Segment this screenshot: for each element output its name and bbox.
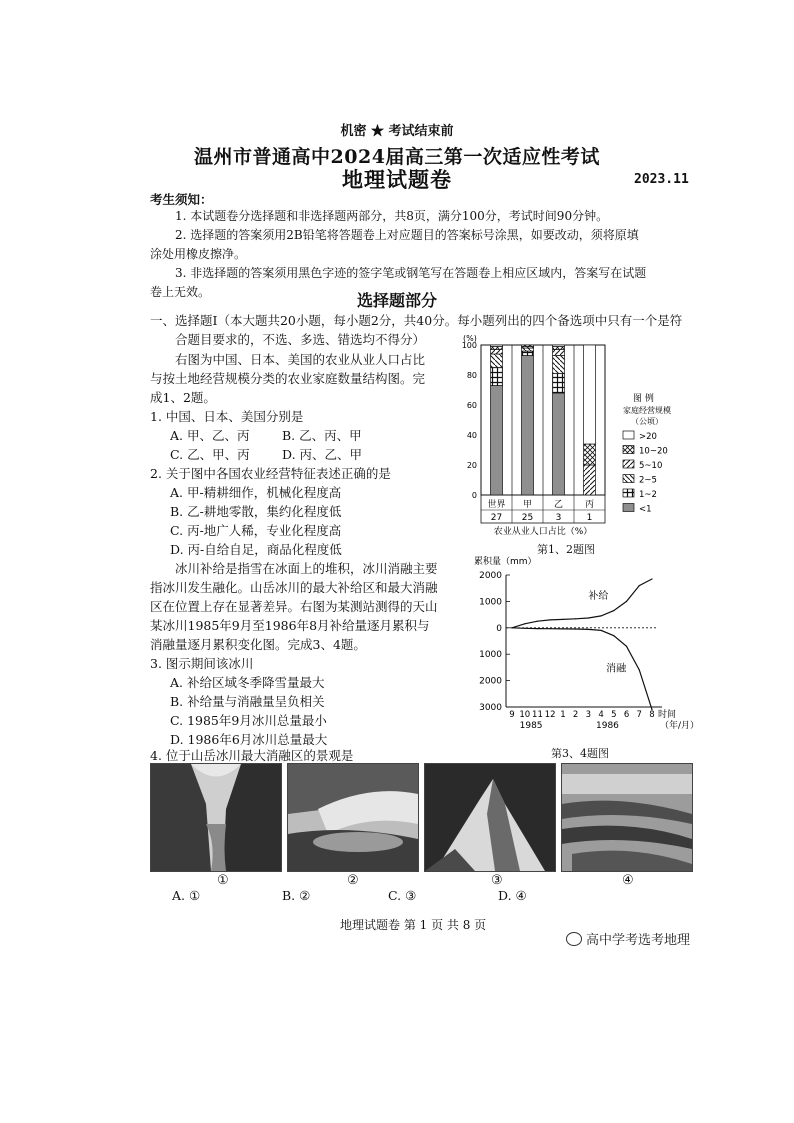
notice-line-2b: 涂处用橡皮擦净。 (150, 247, 247, 261)
watermark (566, 929, 690, 948)
line-y-tick-5: 3000 (479, 703, 502, 713)
line-year-2: 1986 (596, 721, 619, 731)
bar-category-0: 世界 (487, 500, 506, 510)
q1-option-d: D. 丙、乙、甲 (282, 447, 363, 462)
photo-2-glacier-lake (287, 763, 419, 872)
bar-3-seg-5 (584, 345, 596, 444)
line-x-label: 时间 (658, 710, 677, 720)
section-intro-line-2: 合题目要求的，不选、多选、错选均不得分） (175, 332, 426, 347)
q2-option-a: A. 甲-精耕细作，机械化程度高 (170, 485, 342, 500)
line-x-tick-7: 4 (598, 710, 604, 720)
line-series-0-point-11 (651, 578, 652, 579)
passage2-line-1: 冰川补给是指雪在冰面上的堆积，冰川消融主要 (175, 561, 438, 576)
bar-category-2: 乙 (553, 500, 564, 510)
bar-y-tick-2: 40 (466, 431, 477, 440)
q2-option-b: B. 乙-耕地零散，集约化程度低 (170, 504, 342, 519)
exam-date: 2023.11 (634, 172, 689, 187)
line-x-tick-11: 8 (649, 710, 655, 720)
line-y-tick-4: 2000 (479, 676, 502, 687)
q1-option-b: B. 乙、丙、甲 (282, 428, 362, 443)
photo-label-3: ③ (491, 873, 503, 888)
line-series-0-point-10 (639, 585, 640, 586)
bar-y-unit: (%) (463, 334, 477, 343)
confidential-mark: 机密 ★ 考试结束前 (340, 124, 454, 139)
line-series-0-point-7 (600, 615, 601, 616)
notice-heading: 考生须知： (150, 192, 213, 207)
legend-label-4: 1~2 (639, 490, 657, 500)
line-y-tick-0: 2000 (479, 571, 502, 581)
legend-swatch-2 (623, 460, 634, 468)
legend-label-2: 5~10 (639, 461, 663, 471)
q3-option-a: A. 补给区域冬季降雪量最大 (170, 675, 325, 690)
bar-0-seg-0 (491, 386, 503, 496)
line-series-1-point-10 (639, 669, 640, 670)
bar-y-tick-0: 0 (471, 491, 477, 500)
legend-sub-1: 家庭经营规模 (623, 406, 671, 415)
passage1-line-3: 成1、2题。 (150, 390, 216, 405)
bar-2-seg-5 (553, 345, 565, 347)
passage2-line-2: 指冰川发生融化。山岳冰川的最大补给区和最大消融 (150, 580, 438, 595)
notice-line-2a: 2. 选择题的答案须用2B铅笔将答题卷上对应题目的答案标号涂黑，如要改动，须将原填 (175, 228, 639, 242)
line-y-tick-3: 1000 (479, 650, 502, 661)
bar-y-tick-5: 100 (461, 341, 477, 350)
legend-title: 图 例 (633, 394, 654, 404)
bar-y-tick-3: 60 (466, 401, 477, 410)
line-series-0-point-6 (588, 617, 589, 618)
q2-option-d: D. 丙-自给自足，商品化程度低 (170, 542, 342, 557)
line-series-0-point-5 (575, 618, 576, 619)
bar-y-tick-4: 80 (466, 371, 477, 380)
bar-share-2: 3 (555, 513, 562, 523)
line-x-tick-3: 12 (544, 710, 556, 720)
chart2-caption: 第3、4题图 (551, 747, 609, 760)
line-series-1-point-11 (651, 709, 652, 710)
line-series-1-point-0 (511, 627, 512, 628)
legend-label-1: 10~20 (639, 446, 668, 457)
line-y-label: 累积量（mm） (474, 557, 537, 567)
line-series-0-point-9 (626, 601, 627, 602)
exam-title: 温州市普通高中2024届高三第一次适应性考试 (194, 146, 600, 168)
photo-1-valley-glacier (150, 763, 282, 872)
q4-option-c: C. ③ (388, 888, 417, 903)
bar-0-seg-2 (491, 354, 503, 368)
photo-label-1: ① (217, 873, 229, 888)
line-x-tick-4: 1 (560, 710, 566, 720)
bar-1-seg-1 (522, 351, 534, 356)
q3-option-c: C. 1985年9月冰川总量最小 (170, 713, 327, 728)
line-x-tick-5: 2 (572, 710, 579, 720)
line-series-0-point-4 (562, 619, 563, 620)
paper-title: 地理试题卷 (342, 167, 452, 192)
line-series-0-point-2 (537, 621, 538, 622)
line-x-tick-0: 9 (509, 710, 515, 720)
bar-1-seg-0 (522, 356, 534, 496)
line-x-tick-9: 6 (623, 710, 630, 720)
bar-1-seg-4 (522, 345, 534, 347)
legend-label-0: >20 (639, 432, 657, 442)
line-y-tick-2: 0 (496, 623, 502, 634)
watermark-text: 高中学考选考地理 (586, 933, 691, 948)
line-series-0-point-8 (613, 610, 614, 611)
q4-option-d: D. ④ (498, 888, 527, 903)
passage2-line-5: 消融量逐月累积变化图。完成3、4题。 (150, 637, 366, 652)
line-year-1: 1985 (519, 721, 543, 731)
line-series-1-point-8 (613, 635, 614, 636)
q4-option-a: A. ① (172, 888, 201, 903)
section-title: 选择题部分 (356, 291, 437, 310)
q2-stem: 2. 关于图中各国农业经营特征表述正确的是 (150, 466, 391, 481)
photo-label-4: ④ (622, 873, 634, 888)
line-x-tick-8: 5 (611, 710, 617, 720)
bar-y-tick-1: 20 (466, 461, 477, 470)
q4-stem: 4. 位于山岳冰川最大消融区的景观是 (150, 748, 354, 763)
line-y-tick-1: 1000 (479, 597, 502, 608)
bar-3-seg-4 (584, 444, 596, 465)
line-series-0-point-1 (524, 623, 525, 624)
bar-x-label: 农业从业人口占比（%） (493, 527, 593, 537)
line-x-unit: （年/月） (660, 721, 700, 731)
line-series-0 (512, 579, 652, 628)
legend-sub-2: （公顷） (631, 417, 663, 426)
bar-2-seg-4 (553, 347, 565, 350)
line-series-1-point-1 (524, 628, 525, 629)
photo-3-horn-peak (424, 763, 556, 872)
farm-structure-chart (455, 335, 700, 535)
line-series-label-0: 补给 (588, 590, 609, 602)
legend-swatch-5 (623, 504, 634, 512)
bar-0-seg-5 (491, 345, 503, 347)
q4-option-b: B. ② (282, 888, 311, 903)
q1-stem: 1. 中国、日本、美国分别是 (150, 409, 304, 424)
line-series-1-point-5 (575, 628, 576, 629)
q3-option-d: D. 1986年6月冰川总量最大 (170, 732, 328, 747)
bar-share-0: 27 (490, 513, 503, 523)
legend-swatch-4 (623, 489, 634, 497)
passage1-line-2: 与按土地经营规模分类的农业家庭数量结构图。完 (150, 371, 426, 386)
line-series-1-point-9 (626, 646, 627, 647)
photo-label-2: ② (347, 873, 359, 888)
notice-line-3a: 3. 非选择题的答案须用黑色字迹的签字笔或钢笔写在答题卷上相应区域内，答案写在试题 (175, 266, 647, 280)
line-series-1-point-4 (562, 628, 563, 629)
bar-0-seg-3 (491, 350, 503, 355)
q1-option-c: C. 乙、甲、丙 (170, 447, 250, 462)
photo-4-moraine-ridges (561, 763, 693, 872)
bar-0-seg-1 (491, 368, 503, 386)
q3-option-b: B. 补给量与消融量呈负相关 (170, 694, 325, 709)
bar-0-seg-4 (491, 347, 503, 350)
glacier-accumulation-chart (470, 555, 700, 745)
line-x-tick-10: 7 (636, 710, 642, 720)
q2-option-c: C. 丙-地广人稀，专业化程度高 (170, 523, 342, 538)
bar-category-1: 甲 (522, 500, 533, 510)
bar-1-seg-2 (522, 348, 534, 351)
legend-label-5: <1 (639, 504, 652, 515)
line-series-1-point-3 (550, 628, 551, 629)
line-series-label-1: 消融 (606, 663, 627, 675)
legend-swatch-0 (623, 431, 634, 439)
bar-share-1: 25 (521, 513, 534, 523)
q3-stem: 3. 图示期间该冰川 (150, 656, 254, 671)
legend-label-3: 2~5 (639, 475, 657, 486)
bar-2-seg-3 (553, 350, 565, 356)
page-footer: 地理试题卷 第 1 页 共 8 页 (340, 918, 487, 932)
line-series-1-point-2 (537, 628, 538, 629)
bar-2-seg-0 (553, 393, 565, 495)
legend-swatch-1 (623, 446, 634, 454)
bar-2-seg-1 (553, 374, 565, 394)
bar-3-seg-3 (584, 465, 596, 495)
line-series-1-point-7 (600, 630, 601, 631)
q1-option-a: A. 甲、乙、丙 (170, 428, 250, 443)
line-series-1-point-6 (588, 629, 589, 630)
notice-line-1: 1. 本试题卷分选择题和非选择题两部分，共8页，满分100分，考试时间90分钟。 (175, 209, 609, 223)
bar-category-3: 丙 (584, 500, 595, 510)
line-x-tick-6: 3 (585, 710, 592, 720)
chart1-caption: 第1、2题图 (537, 543, 595, 556)
bar-2-seg-2 (553, 356, 565, 374)
wechat-icon (566, 932, 582, 946)
notice-line-3b-visible: 卷上无效。 (150, 285, 211, 299)
passage2-line-4: 某冰川1985年9月至1986年8月补给量逐月累积与 (150, 618, 430, 633)
line-series-1 (512, 628, 652, 710)
passage1-line-1: 右图为中国、日本、美国的农业从业人口占比 (175, 352, 426, 367)
bar-share-3: 1 (586, 513, 593, 523)
section-intro-line-1: 一、选择题Ⅰ（本大题共20小题，每小题2分，共40分。每小题列出的四个备选项中只有一个是符 (150, 313, 683, 328)
line-x-tick-1: 10 (519, 710, 531, 720)
line-series-0-point-3 (550, 619, 551, 620)
passage2-line-3: 区在位置上存在显著差异。右图为某测站测得的天山 (150, 599, 438, 614)
legend-swatch-3 (623, 475, 634, 483)
line-x-tick-2: 11 (532, 710, 543, 720)
